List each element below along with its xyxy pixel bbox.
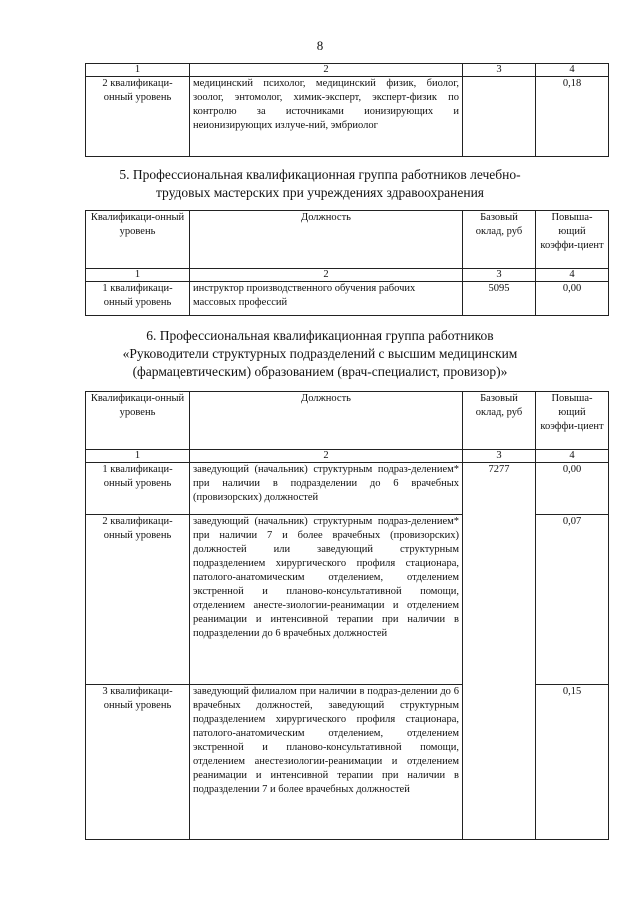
section5-title: [60, 166, 580, 202]
qualification-level: 3 квалификаци-онный уровень: [86, 685, 190, 840]
column-numbers-row: [86, 269, 609, 282]
qualification-level: 2 квалификаци-онный уровень: [86, 515, 190, 685]
column-number: 1: [86, 269, 190, 282]
section5-title-line2: трудовых мастерских при учреждениях здравоохранения: [155, 185, 485, 200]
column-number: 2: [190, 64, 463, 77]
column-number: 3: [463, 450, 536, 463]
salary-cell: 7277: [463, 463, 536, 840]
coefficient-cell: 0,15: [536, 685, 609, 840]
coefficient-cell: 0,07: [536, 515, 609, 685]
qualification-level: 1 квалификаци-онный уровень: [86, 463, 190, 515]
section5-title-line1: 5. Профессиональная квалификационная группа работников лечебно-: [119, 167, 521, 182]
salary-cell: [463, 77, 536, 157]
coefficient-cell: 0,00: [536, 463, 609, 515]
header-coefficient: Повыша-ющий коэффи-циент: [536, 211, 609, 269]
header-salary: Базовый оклад, руб: [463, 211, 536, 269]
coefficient-cell: 0,18: [536, 77, 609, 157]
coefficient-cell: 0,00: [536, 282, 609, 316]
table-row: [86, 463, 609, 515]
section6-title-line3: (фармацевтическим) образованием (врач-специалист, провизор)»: [132, 364, 508, 379]
column-numbers-row: [86, 64, 609, 77]
position-cell: заведующий (начальник) структурным подраз-делением* при наличии в подразделении до 6 врачебных (провизорских) должностей: [190, 463, 463, 515]
table-row: [86, 282, 609, 316]
header-position: Должность: [190, 392, 463, 450]
position-cell: заведующий (начальник) структурным подраз-делением* при наличии 7 и более врачебных (провизорских) должностей или заведующий структурным подразделением хирургического профиля стационара, патолого-анатомическим отделением, отделением экстренной и планово-консультативной помощи, отделением анесте-зиологии-реанимации и отделением реанимации и интенсивной терапии при наличии в подразделении до 6 врачебных должностей: [190, 515, 463, 685]
column-number: 3: [463, 269, 536, 282]
header-row: [86, 211, 609, 269]
position-cell: заведующий филиалом при наличии в подраз-делении до 6 врачебных должностей, заведующий структурным подразделением хирургического профиля стационара, патолого-анатомическим отделением, отделением экстренной и планово-консультативной помощи, отделением анестезиологии-реанимации и отделением реанимации и интенсивной терапии при наличии в подразделении 7 и более врачебных должностей: [190, 685, 463, 840]
header-coefficient: Повыша-ющий коэффи-циент: [536, 392, 609, 450]
continuation-table: [85, 63, 609, 157]
column-number: 4: [536, 450, 609, 463]
qualification-level: 1 квалификаци-онный уровень: [86, 282, 190, 316]
column-number: 2: [190, 269, 463, 282]
column-number: 1: [86, 64, 190, 77]
position-cell: инструктор производственного обучения рабочих массовых профессий: [190, 282, 463, 316]
section6-table: [85, 391, 609, 840]
salary-cell: 5095: [463, 282, 536, 316]
header-level: Квалификаци-онный уровень: [86, 211, 190, 269]
table-row: [86, 77, 609, 157]
header-level: Квалификаци-онный уровень: [86, 392, 190, 450]
section6-title-line1: 6. Профессиональная квалификационная группа работников: [146, 328, 494, 343]
column-number: 1: [86, 450, 190, 463]
column-numbers-row: [86, 450, 609, 463]
qualification-level: 2 квалификаци-онный уровень: [86, 77, 190, 157]
section6-title-line2: «Руководители структурных подразделений с высшим медицинским: [122, 346, 518, 361]
column-number: 2: [190, 450, 463, 463]
header-row: [86, 392, 609, 450]
position-cell: медицинский психолог, медицинский физик, биолог, зоолог, энтомолог, химик-эксперт, эксперт-физик по контролю за источниками ионизирующих и неионизирующих излуче-ний, эмбриолог: [190, 77, 463, 157]
column-number: 3: [463, 64, 536, 77]
column-number: 4: [536, 269, 609, 282]
header-salary: Базовый оклад, руб: [463, 392, 536, 450]
section5-table: [85, 210, 609, 316]
page-number: 8: [316, 38, 324, 53]
column-number: 4: [536, 64, 609, 77]
header-position: Должность: [190, 211, 463, 269]
section6-title: [60, 327, 580, 381]
